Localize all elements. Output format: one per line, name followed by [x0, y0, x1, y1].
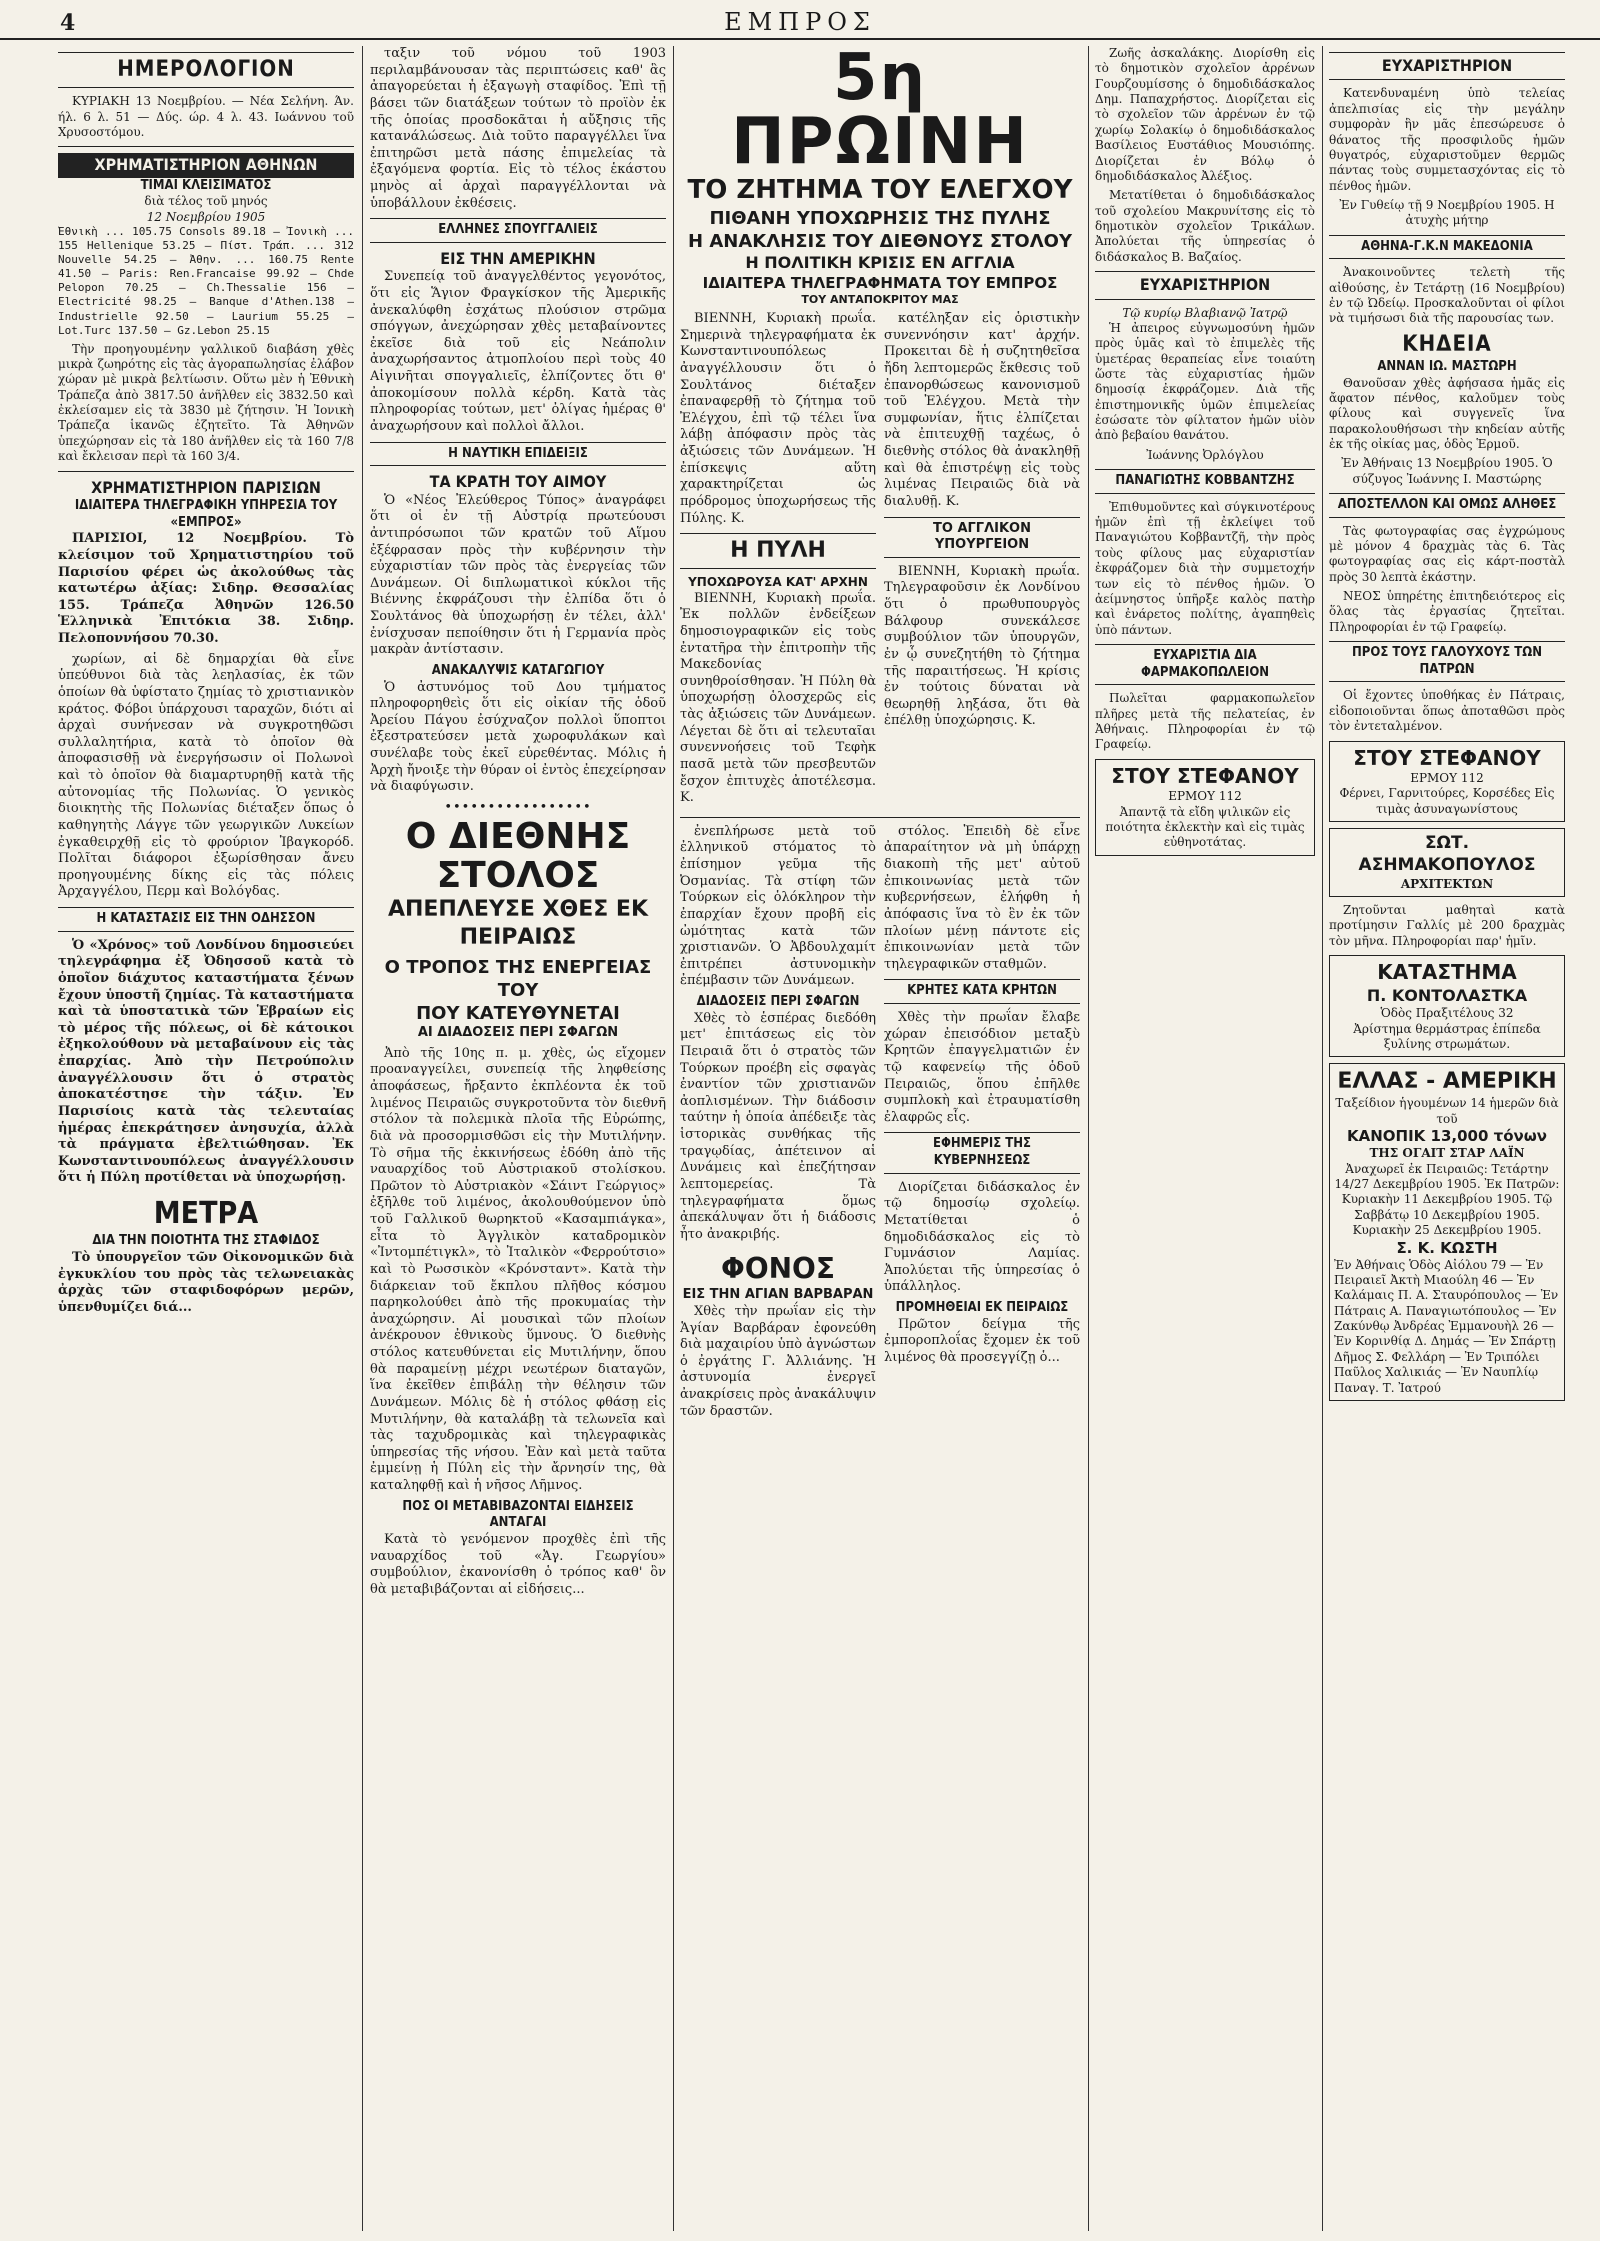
- kovvantzis-heading: ΠΑΝΑΓΙΩΤΗΣ ΚΟΒΒΑΝΤΖΗΣ: [1095, 469, 1315, 494]
- col4-top-2: Μετατίθεται ὁ δημοδιδάσκαλος τοῦ σχολείου Μακρυνίτσης εἰς τὸ δημοτικὸν σχολεῖον Τρικάλων. Ἀπολύεται τῆς ὑπηρεσίας ὁ διδάσκαλος Β. Βαζαίος.: [1095, 188, 1315, 264]
- heading-news-transfer-b: ΑΝΤΑΓΑΙ: [489, 1515, 547, 1531]
- agreement-body: κατέληξαν εἰς ὁριστικὴν συνεννόησιν κατ' ἀρχήν. Προκειται δὲ ἡ συζητηθεῖσα ἤδη λεπτομερῶς ἔκθεσις τοῦ ἐπανορθώσεως κανονισμοῦ τοῦ Ἐλέγχου. Μετὰ τὴν συμφωνίαν, ἥτις ἐλπίζεται νὰ ἐπιτευχθῇ ταχέως, ὁ διεθνὴς στόλος θὰ ἀνακληθῇ καὶ θὰ ἐπιστρέψῃ εἰς τοὺς λιμένας Πειραιῶς διὰ νὰ διαλυθῇ. Κ.: [884, 311, 1080, 509]
- col4-top: Ζωῆς ἀσκαλάκης. Διορίσθη εἰς τὸ δημοτικὸν σχολεῖον ἀρρένων Γουρζουμίσσης ὁ δημοδιδάσκαλος Δημ. Παπαχρήστος. Διορίζεται εἰς τὸ σχολεῖον τῶν ἀρρένων ἐν τῷ χωρίῳ Σολακίῳ ὁ δημοδιδάσκαλος Βασίλειος Ευστάθιος Μουσιόπης. Διορίζεται ἐν Βόλῳ ὁ δημοδιδάσκαλος Ἀλέξιος.: [1095, 46, 1315, 183]
- stefanou-ad-1-title: ΣΤΟΥ ΣΤΕΦΑΝΟΥ: [1111, 763, 1299, 788]
- masthead: [0, 8, 1600, 40]
- column-2: ταξιν τοῦ νόμου τοῦ 1903 περιλαμβάνουσαν τὰς περιπτώσεις καθ' ἃς ἀπαγορεύεται ἡ ἐξαγωγὴ σταφίδος. Ἐπὶ τῇ βάσει τῶν διατάξεων τούτων τὸ προϊὸν ἐκ τῆς ὁποίας προσδοκᾶται ἡ αὔξησις τῆς κατανάλώσεως. Διὰ τοῦτο παραγγέλλει ἵνα ἐπιτηρῶσι μετὰ πάσης ἐπιμελείας τὰ ἐξαγόμενα φορτία. Εἰς τὸ τέλος ἑκάστου μηνὸς αἱ ἀρχαὶ παραγγέλλονται νὰ ὑποβάλλουν ἐκθέσεις. ΕΛΛΗΝΕΣ ΣΠΟΥΓΓΑΛΙΕΙΣ ΕΙΣ ΤΗΝ ΑΜΕΡΙΚΗΝ Συνεπείᾳ τοῦ ἀναγγελθέντος γεγονότος, ὅτι εἰς Ἅγιον Φραγκίσκον τῆς Ἀμερικῆς ἀνεκαλύφθη ἐσχάτως πλούσιον στρῶμα σπόγγων, ἀνεχώρησαν χθὲς μεταβαίνοντες ἐκεῖσε διὰ τοῦ εἰς Νεάπολιν ἀναχωρήσαντος ἀτμοπλοίου περὶ τοὺς 40 Αἰγινῆται σπογγαλιεῖς, ἐλπίζοντες ὅτι θ' ἀποκομίσουν πολλὰ κέρδη. Κατὰ τὰς πληροφορίας τούτων, μετ' ὀλίγας ἡμέρας θ' ἀναχωρήσουν καὶ πολλοὶ ἄλλοι. Η ΝΑΥΤΙΚΗ ΕΠΙΔΕΙΞΙΣ ΤΑ ΚΡΑΤΗ ΤΟΥ ΑΙΜΟΥ Ὁ «Νέος Ἐλεύθερος Τύπος» ἀναγράφει ὅτι οἱ ἐν τῇ Αὐστρίᾳ πρωτεύουσι ἀντιπρόσωποι τῶν κρατῶν τοῦ Αἵμου ἐξέφρασαν πρὸς τὴν κυβέρνησιν τὴν εὐχαριστίαν τῶν πρὸς τὰς ἐνεργείας τῶν Δυνάμεων. Οἱ διπλωματικοὶ κύκλοι τῆς Βιέννης ἐκφράζουσι τὴν ἐλπίδα ὅτι ὁ Σουλτάνος θὰ ὑποχωρήσῃ ἐν τέλει, ἀλλ' ἐνίσχυσαν πεποίθησιν ὅτι ἡ Γερμανία πρὸς μακρὰν ἀντίστασιν. ΑΝΑΚΑΛΥΨΙΣ ΚΑΤΑΓΩΓΙΟΥ Ὁ ἀστυνόμος τοῦ Δου τμήματος πληροφορηθεὶς ὅτι εἰς οἰκίαν τῆς ὁδοῦ Ἀρείου Πάγου ἐσύχναζον πολλοὶ ὕποπτοι ἐξεστρατεύσεν μετὰ χωροφυλάκων καὶ συνέλαβε τοὺς ἐκεῖ εὑρεθέντας. Μόλις ἡ Ἀρχὴ ἤνοιξε τὴν θύραν οἱ ἐντὸς ἐπεχείρησαν νὰ διαφύγωσιν. ••••••••••••••••• Ο ΔΙΕΘΝΗΣ ΣΤΟΛΟΣ ΑΠΕΠΛΕΥΣΕ ΧΘΕΣ ΕΚ ΠΕΙΡΑΙΩΣ Ο ΤΡΟΠΟΣ ΤΗΣ ΕΝΕΡΓΕΙΑΣ ΤΟΥ ΠΟΥ ΚΑΤΕΥΘΥΝΕΤΑΙ ΑΙ ΔΙΑΔΟΣΕΙΣ ΠΕΡΙ ΣΦΑΓΩΝ Ἀπὸ τῆς 10ης π. μ. χθὲς, ὡς εἴχομεν προαναγγείλει, συνεπείᾳ τῆς ληφθείσης ἀποφάσεως, ἤρξαντο ἐκπλέοντα ἐκ τοῦ λιμένος Πειραιῶς συγκροτοῦντα τὸν διεθνῆ στόλον τὰ πολεμικὰ πλοῖα τῆς Εὐρώπης, διὰ νὰ προσορμισθῶσι εἰς τὴν Μυτιλήνην. Τὸ σῆμα τῆς ἐκκινήσεως ἐδόθη ἀπὸ τῆς ναυαρχίδος τοῦ Αὐστριακοῦ στολίσκου. Πρῶτον τὸ Αὐστριακὸν «Σάιντ Γεώργιος» ἐξῆλθε τοῦ λιμένος, ἀκολουθούμενον ὑπὸ τοῦ Γαλλικοῦ θωρηκτοῦ «Κασαμπιάγκα», εἶτα τὸ Ἀγγλικὸν καταδρομικὸν «Ἰντομπέτιγκλ», τὸ Ἰταλικὸν «Φερρούτσιο» καὶ τὸ Ρωσσικὸν «Κρόνσταντ». Κατὰ τὴν διάρκειαν τοῦ ἔκπλου πλῆθος κόσμου παρηκολούθει ἀπὸ τῆς προκυμαίας τὴν ἀναχώρησιν. Αἱ μουσικαὶ τῶν πλοίων ἀνέκρουον ἐθνικοὺς ὕμνους. Ὁ διεθνὴς στόλος κατευθύνεται εἰς Μυτιλήνην, ὅπου θὰ παραμείνῃ μέχρι νεωτέρων διαταγῶν, ἵνα ἐκεῖθεν ἐπιβάλῃ τὴν θέλησιν τῶν Δυνάμεων. Μόλις δὲ ἡ στόλος φθάσῃ εἰς Μυτιλήνην, θὰ καταλάβῃ τὰ τελωνεῖα καὶ τὰς ταχυδρομικὰς καὶ τηλεγραφικὰς ὑπηρεσίας τῆς νήσου. Ἐὰν καὶ μετὰ ταῦτα ἐμμείνῃ ἡ Πύλη εἰς τὴν ἄρνησίν της, θὰ καταληφθῇ καὶ ἡ νῆσος Λῆμνος. ΠΟΣ ΟΙ ΜΕΤΑΒΙΒΑΖΟΝΤΑΙ ΕΙΔΗΣΕΙΣ ΑΝΤΑΓΑΙ Κατὰ τὸ γενόμενον προχθὲς ἐπὶ τῆς ναυαρχίδος τοῦ «Ἁγ. Γεωργίου» συμβούλιον, ἐκανονίσθη ὁ τρόπος καθ' ὃν θὰ μεταβιβάζονται αἱ εἰδήσεις...: [370, 46, 666, 1597]
- architect-ad: [1329, 828, 1565, 897]
- stefanou-ad-2-title: ΣΤΟΥ ΣΤΕΦΑΝΟΥ: [1353, 745, 1541, 770]
- finance-date: 12 Νοεμβρίου 1905: [146, 209, 266, 224]
- fleet-recall-heading: Η ΑΝΑΚΛΗΣΙΣ ΤΟΥ ΔΙΕΘΝΟΥΣ ΣΤΟΛΟΥ: [688, 231, 1072, 253]
- finance-title: ΧΡΗΜΑΤΙΣΤΗΡΙΟΝ ΑΘΗΝΩΝ: [58, 153, 354, 177]
- pharmacy-heading: ΕΥΧΑΡΙΣΤΙΑ ΔΙΑ ΦΑΡΜΑΚΟΠΩΛΕΙΟΝ: [1095, 644, 1315, 685]
- column-3: [680, 46, 1080, 2231]
- architect-title: ΑΡΧΙΤΕΚΤΩΝ: [1400, 876, 1494, 891]
- porte-heading: ΠΙΘΑΝΗ ΥΠΟΧΩΡΗΣΙΣ ΤΗΣ ΠΥΛΗΣ: [709, 208, 1051, 230]
- store-text: Ἀρίστημα θερμάστρας ἐπίπεδα ξυλίνης στρωμάτων.: [1353, 1021, 1541, 1051]
- heading-sponge: ΕΛΛΗΝΕΣ ΣΠΟΥΓΓΑΛΙΕΙΣ: [370, 218, 666, 243]
- stefanou-ad-1-address: ΕΡΜΟΥ 112: [1168, 789, 1242, 804]
- calendar-title: ΗΜΕΡΟΛΟΓΙΟΝ: [58, 52, 354, 88]
- shipping-line: ΤΗΣ ΟΓΑΙΤ ΣΤΑΡ ΛΑΪΝ: [1369, 1146, 1525, 1161]
- metra-sub: ΔΙΑ ΤΗΝ ΠΟΙΟΤΗΤΑ ΤΗΣ ΣΤΑΦΙΔΟΣ: [92, 1233, 320, 1249]
- patras-heading: ΠΡΟΣ ΤΟΥΣ ΓΑΛΟΥΧΟΥΣ ΤΩΝ ΠΑΤΡΩΝ: [1329, 641, 1565, 682]
- paris-body: ΠΑΡΙΣΙΟΙ, 12 Νοεμβρίου. Τὸ κλείσιμον τοῦ Χρηματιστηρίου τοῦ Παρισίου φέρει ὡς ἀκολούθως τὰς κατωτέρω ἀξίας: Σιδηρ. Θεσσαλίας 155. Τράπεζα Ἀθηνῶν 126.50 Ἑλληνικὰ Ἐπιτόκια 38. Σιδηρ. Πελοποννήσου 70.30.: [58, 531, 354, 647]
- column-1: [58, 46, 354, 2231]
- column-5: [1329, 46, 1565, 2231]
- paris-title: ΧΡΗΜΑΤΙΣΤΗΡΙΟΝ ΠΑΡΙΣΙΩΝ: [91, 477, 321, 497]
- english-ministry-title: ΤΟ ΑΓΓΛΙΚΟΝ ΥΠΟΥΡΓΕΙΟΝ: [884, 517, 1080, 558]
- stefanou-ad-1: [1095, 759, 1315, 856]
- store-title: ΚΑΤΑΣΤΗΜΑ: [1377, 960, 1517, 985]
- funeral-heading: ΚΗΔΕΙΑ: [1402, 331, 1492, 357]
- murder-body: Χθὲς τὴν πρωΐαν εἰς τὴν Ἁγίαν Βαρβάραν ἐφονεύθη διὰ μαχαιρίου ὑπὸ ἀγνώστων ὁ ἐργάτης Γ. Ἀλλιάνης. Ἡ ἀστυνομία ἐνεργεῖ ἀνακρίσεις πρὸς ἀνακάλυψιν τῶν δραστῶν.: [680, 1303, 876, 1419]
- funeral-body: Θανοῦσαν χθὲς ἀφήσασα ἡμᾶς εἰς ἄφατον πένθος, καλοῦμεν τοὺς φίλους καὶ συγγενεῖς ἵνα παρακολουθήσωσι τὴν κηδείαν αὐτῆς ἐκ τῆς οἰκίας μας, ὁδὸς Ἑρμοῦ.: [1329, 375, 1565, 451]
- patras-body: Οἱ ἔχοντες ὑποθήκας ἐν Πάτραις, εἰδοποιοῦνται ὅπως ἀποταθῶσι πρὸς τὸν ἐντεταλμένον.: [1329, 688, 1565, 734]
- odessa-title: Η ΚΑΤΑΣΤΑΣΙΣ ΕΙΣ ΤΗΝ ΟΔΗΣΣΟΝ: [58, 907, 354, 932]
- supplies-heading: ΠΡΟΜΗΘΕΙΑΙ ΕΚ ΠΕΙΡΑΙΩΣ: [895, 1300, 1069, 1316]
- col2-body-top: ταξιν τοῦ νόμου τοῦ 1903 περιλαμβάνουσαν τὰς περιπτώσεις καθ' ἃς ἀπαγορεύεται ἡ ἐξαγωγὴ σταφίδος. Ἐπὶ τῇ βάσει τῶν διατάξεων τούτων τὸ προϊὸν ἐκ τῆς ὁποίας προσδοκᾶται ἡ αὔξησις τῆς κατανάλώσεως. Διὰ τοῦτο παραγγέλλει ἵνα ἐπιτηρῶσι μετὰ πάσης ἐπιμελείας τὰ ἐξαγόμενα φορτία. Εἰς τὸ τέλος ἑκάστου μηνὸς αἱ ἀρχαὶ παραγγέλλονται νὰ ὑποβάλλουν ἐκθέσεις.: [370, 46, 666, 211]
- stefanou-ad-2: [1329, 741, 1565, 823]
- vienna-telegram-1: ΒΙΕΝΝΗ, Κυριακὴ πρωΐα. Σημερινὰ τηλεγραφήματα ἐκ Κωνσταντινουπόλεως ἀναγγέλλουσιν ὅτι ὁ Σουλτάνος διέταξεν ἐπαναφερθῇ τὸ ζήτημα τοῦ Ἐλέγχου, ἐπὶ τῷ τέλει ἵνα λάβῃ ἀπόφασιν πρὸς τὰς ἀξιώσεις τῶν Δυνάμεων. Ἡ ἐπίσκεψις αὕτη χαρακτηρίζεται ὡς πρόδρομος ὑποχωρήσεως τῆς Πύλης. Κ.: [680, 311, 876, 526]
- funeral-name: ΑΝΝΑΝ ΙΩ. ΜΑΣΤΩΡΗ: [1377, 358, 1517, 374]
- shipping-ad: [1329, 1063, 1565, 1401]
- odessa-body: Ὁ «Χρόνος» τοῦ Λονδίνου δημοσιεύει τηλεγράφημα ἐξ Ὀδησσοῦ κατὰ τὸ ὁποῖον διάχυτος καταστήματα ξένων ἔχουν ὑποστῆ ζημίας. Τὰ καταστήματα καὶ τὰ ὑποστατικὰ τῶν Ἑβραίων εἰς τὸ μέρος τῆς πόλεως, οἱ δὲ κάτοικοι ἐξηκολούθουν νὰ μεταβαίνουν εἰς τὰς ἐπαρχίας. Ἀπὸ τὴν Πετρούπολιν ἀναγγέλλουσιν ὅτι ὁ στρατὸς ἀποκατέστησε τὴν τάξιν. Ἐν Παρισίοις κατὰ τὰς τελευταίας ἡμέρας ἐπεκράτησεν ἀνησυχία, ἀλλὰ τὰ πράγματα ἐβελτιώθησαν. Ἐκ Κωνσταντινουπόλεως ἀναγγέλλουσιν ὅτι ἡ Πύλη προτίθεται νὰ ὑποχωρήσῃ.: [58, 937, 354, 1186]
- store-address: Ὁδὸς Πραξιτέλους 32: [1380, 1006, 1514, 1021]
- sponge-body: Συνεπείᾳ τοῦ ἀναγγελθέντος γεγονότος, ὅτι εἰς Ἅγιον Φραγκίσκον τῆς Ἀμερικῆς ἀνεκαλύφθη ἐσχάτως πλούσιον στρῶμα σπόγγων, ἀνεχώρησαν χθὲς μεταβαίνοντες ἐκεῖσε διὰ τοῦ εἰς Νεάπολιν ἀναχωρήσαντος ἀτμοπλοίου περὶ τοὺς 40 Αἰγινῆται σπογγαλιεῖς, ἐλπίζοντες ὅτι θ' ἀποκομίσουν πολλὰ κέρδη. Κατὰ τὰς πληροφορίας τούτων, μετ' ὀλίγας ἡμέρας θ' ἀναχωρήσουν καὶ πολλοὶ ἄλλοι.: [370, 269, 666, 434]
- control-heading: ΤΟ ΖΗΤΗΜΑ ΤΟΥ ΕΛΕΓΧΟΥ: [687, 175, 1073, 205]
- shipping-sub: Ταξείδιον ἡγουμένων 14 ἡμερῶν διὰ τοῦ: [1335, 1096, 1559, 1126]
- news-transfer-body: Κατὰ τὸ γενόμενον προχθὲς ἐπὶ τῆς ναυαρχίδος τοῦ «Ἁγ. Γεωργίου» συμβούλιον, ἐκανονίσθη ὁ τρόπος καθ' ὃν θὰ μεταβιβάζονται αἱ εἰδήσεις...: [370, 1531, 666, 1597]
- col1-body: χωρίων, αἱ δὲ δημαρχίαι θὰ εἶνε ὑπεύθυνοι διὰ τὰς λεηλασίας, ἐκ τῶν ὁποίων θὰ ὑφίστατο ζημίας τὸ χριστιανικὸν κράτος. Φόβοι ὑπάρχουσι ταραχῶν, διότι αἱ ἀρχαὶ συνήνεσαν νὰ συγκροτηθῶσι συλλαλητήρια, κατὰ τὸ ὁποῖον θὰ ἀποφασισθῇ νὰ ἐνεργήσωσιν οἱ Πολωνοὶ καὶ τὸ ὁποῖον θὰ διαμαρτυρηθῇ κατὰ τῆς αὐτονομίας τῆς Πολωνίας. Ὁ γενικὸς διοικητὴς τῆς Πολωνίας διέταξεν ὅπως ὁ καθηγητὴς Λάγγε τῶν γεωργικῶν Λυκείων ἐγκαθειρχθῇ εἰς τὸ φρούριον Ἰβαγκορόδ. Πολῖται διάφοροι ἐξωρίσθησαν ἄνευ προηγουμένης δίκης εἰς τὰς πόλεις Ἀρχαγγέλου, Περμ καὶ Βολόγδας.: [58, 651, 354, 900]
- thanks2-body: Κατενδυναμένη ὑπὸ τελείας ἀπελπισίας εἰς τὴν μεγάλην συμφορὰν ἣν μᾶς ἐπεσώρευσε ὁ θάνατος τῆς προσφιλοῦς ἡμῶν θυγατρός, εὐχαριστοῦμεν θερμῶς πάντας τοὺς συμμετασχόντας εἰς τὸ πένθος ἡμῶν.: [1329, 86, 1565, 193]
- finance-sub2: διὰ τέλος τοῦ μηνός: [144, 194, 268, 209]
- page-number: 4: [60, 10, 76, 36]
- stefanou-ad-1-text: Ἀπαντᾷ τὰ εἴδη ψιλικῶν εἰς ποιότητα ἐκλεκτὴν καὶ εἰς τιμὰς εὐθηνοτάτας.: [1105, 804, 1305, 850]
- athena-heading: ΑΘΗΝΑ-Γ.Κ.Ν ΜΑΚΕΔΟΝΙΑ: [1329, 235, 1565, 260]
- column-4: [1095, 46, 1315, 2231]
- metra-title: ΜΕΤΡΑ: [153, 1196, 259, 1232]
- servant-body: ΝΕΟΣ ὑπηρέτης ἐπιτηδειότερος εἰς ὅλας τὰς ἐργασίας ζητεῖται. Πληροφορίαι ἐν τῷ Γραφείῳ.: [1329, 589, 1565, 634]
- pharmacy-body: Πωλεῖται φαρμακοπωλεῖον πλῆρες μετὰ τῆς πελατείας, ἐν Ἀθήναις. Πληροφορίαι ἐν τῷ Γραφείῳ.: [1095, 691, 1315, 752]
- architect-name: ΣΩΤ. ΑΣΗΜΑΚΟΠΟΥΛΟΣ: [1358, 833, 1536, 875]
- fleet-body: Ἀπὸ τῆς 10ης π. μ. χθὲς, ὡς εἴχομεν προαναγγείλει, συνεπείᾳ τῆς ληφθείσης ἀποφάσεως, ἤρξαντο ἐκπλέοντα ἐκ τοῦ λιμένος Πειραιῶς συγκροτοῦντα τὸν διεθνῆ στόλον τὰ πολεμικὰ πλοῖα τῆς Εὐρώπης, διὰ νὰ προσορμισθῶσι εἰς τὴν Μυτιλήνην. Τὸ σῆμα τῆς ἐκκινήσεως ἐδόθη ἀπὸ τῆς ναυαρχίδος τοῦ Αὐστριακοῦ στολίσκου. Πρῶτον τὸ Αὐστριακὸν «Σάιντ Γεώργιος» ἐξῆλθε τοῦ λιμένος, ἀκολουθούμενον ὑπὸ τοῦ Γαλλικοῦ θωρηκτοῦ «Κασαμπιάγκα», εἶτα τὸ Ἀγγλικὸν καταδρομικὸν «Ἰντομπέτιγκλ», τὸ Ἰταλικὸν «Φερρούτσιο» καὶ τὸ Ρωσσικὸν «Κρόνσταντ». Κατὰ τὴν διάρκειαν τοῦ ἔκπλου πλῆθος κόσμου παρηκολούθει ἀπὸ τῆς προκυμαίας τὴν ἀναχώρησιν. Αἱ μουσικαὶ τῶν πλοίων ἀνέκρουον ἐθνικοὺς ὕμνους. Ὁ διεθνὴς στόλος κατευθύνεται εἰς Μυτιλήνην, ὅπου θὰ παραμείνῃ μέχρι νεωτέρων διαταγῶν, ἵνα ἐκεῖθεν ἐπιβάλῃ τὴν θέλησιν τῶν Δυνάμεων. Μόλις δὲ ἡ στόλος φθάσῃ εἰς Μυτιλήνην, θὰ καταλάβῃ τὰ τελωνεῖα καὶ τὰς ταχυδρομικὰς καὶ τηλεγραφικὰς ὑπηρεσίας τῆς νήσου. Ἐὰν καὶ μετὰ ταῦτα ἐμμείνῃ ἡ Πύλη εἰς τὴν ἄρνησίν της, θὰ καταληφθῇ καὶ ἡ νῆσος Λῆμνος.: [370, 1045, 666, 1494]
- thanks-body: Ἡ ἀπειρος εὐγνωμοσύνη ἡμῶν πρὸς ὑμᾶς καὶ τὸ ἐπιμελὲς τῆς ὑμετέρας θεραπείας εἶνε τοιαύτη ὥστε τὰς εὐχαριστίας ἡμῶν δημοσίᾳ ἐκφράζομεν. Διὰ τῆς ἐπιστημονικῆς ὑμῶν ἐπιμελείας ἐσώσατε τὸν φίλτατον ἡμῶν υἱὸν ἀπὸ βεβαίου θανάτου.: [1095, 320, 1315, 443]
- fleet-sub-2: ΠΟΥ ΚΑΤΕΥΘΥΝΕΤΑΙ: [416, 1003, 620, 1025]
- calendar-text: ΚΥΡΙΑΚΗ 13 Νοεμβρίου. — Νέα Σελήνη. Άν. ήλ. 6 λ. 51 — Δύς. ώρ. 4 λ. 43. Ιωάννου τοῦ Χρυσοστόμου.: [58, 94, 354, 139]
- athena-body: Ἀνακοινοῦντες τελετὴ τῆς αἰθούσης, ἐν Τετάρτῃ (16 Νοεμβρίου) ἐν τῷ Ὠδείῳ. Προσκαλοῦνται οἱ φίλοι νὰ τιμήσωσι διὰ τῆς παρουσίας των.: [1329, 265, 1565, 326]
- funeral-sign: Ἐν Ἀθήναις 13 Νοεμβρίου 1905. Ὁ σύζυγος Ἰωάννης Ι. Μαστώρης: [1341, 456, 1553, 486]
- heading-sponge-b: ΕΙΣ ΤΗΝ ΑΜΕΡΙΚΗΝ: [440, 248, 596, 268]
- english-ministry-body: ΒΙΕΝΝΗ, Κυριακὴ πρωΐα. Τηλεγραφοῦσιν ἐκ Λονδίνου ὅτι ὁ πρωθυπουργὸς Βάλφουρ συνεκάλεσε συμβούλιον τῶν ὑπουργῶν, ἐν ᾧ συνεζητήθη τὸ ζήτημα τῆς παραιτήσεως. Ἡ κρίσις ἐν τούτοις δύναται νὰ θεωρηθῇ ληξάσα, ὅτι θὰ ἐπέλθῃ ὑποχώρησις. Κ.: [884, 563, 1080, 729]
- discovery-body: Ὁ ἀστυνόμος τοῦ Δου τμήματος πληροφορηθεὶς ὅτι εἰς οἰκίαν τῆς ὁδοῦ Ἀρείου Πάγου ἐσύχναζον πολλοὶ ὕποπτοι ἐξεστρατεύσεν μετὰ χωροφυλάκων καὶ συνέλαβε τοὺς ἐκεῖ εὑρεθέντας. Μόλις ἡ Ἀρχὴ ἤνοιξε τὴν θύραν οἱ ἐντὸς ἐπεχείρησαν νὰ διαφύγωσιν.: [370, 679, 666, 795]
- kovvantzis-body: Ἐπιθυμοῦντες καὶ σύγκινοτέρους ἡμῶν ἐπὶ τῇ ἐκλείψει τοῦ Παναγιώτου Κοββαντζῆ, τὴν πρὸς τοὺς φίλους μας εὐχαριστίαν ἐκφράζομεν διὰ τὴν συμμετοχήν των εἰς τὸ πένθος ἡμῶν. Ὁ ἀείμνηστος ὑπῆρξε καλὸς πατὴρ καὶ ἐνάρετος πολίτης, ἀγαπηθεὶς ὑπὸ πάντων.: [1095, 499, 1315, 637]
- crisis-heading: Η ΠΟΛΙΤΙΚΗ ΚΡΙΣΙΣ ΕΝ ΑΓΓΛΙΑ: [745, 253, 1015, 273]
- heading-naval: Η ΝΑΥΤΙΚΗ ΕΠΙΔΕΙΞΙΣ: [370, 442, 666, 467]
- students-body: Ζητοῦνται μαθηταὶ κατὰ προτίμησιν Γαλλίς μὲ 200 δραχμὰς τὸν μῆνα. Πληροφορίαι παρ' ἡμῖν.: [1329, 903, 1565, 948]
- massacre-heading: ΔΙΑΔΟΣΕΙΣ ΠΕΡΙ ΣΦΑΓΩΝ: [696, 994, 860, 1010]
- thanks-heading: ΕΥΧΑΡΙΣΤΗΡΙΟΝ: [1095, 271, 1315, 299]
- correspondent-heading: ΤΟΥ ΑΝΤΑΠΟΚΡΙΤΟΥ ΜΑΣ: [801, 292, 959, 306]
- edition-banner: 5η ΠΡΩΙΝΗ: [731, 46, 1029, 179]
- porte-sub: ΥΠΟΧΩΡΟΥΣΑ ΚΑΤ' ΑΡΧΗΝ: [688, 575, 868, 590]
- finance-body: Τὴν προηγουμένην γαλλικοῦ διαβάση χθὲς μικρὰ ζωηρότης εἰς τὰς ἀγοραπωλησίας ἐλάβον χώραν μὲ μικρὰ βελτίωσιν. Οὕτω μὲν ἡ Ἐθνικὴ Τράπεζα ἀπὸ 3817.50 ἀνῆλθεν εἰς 3832.50 καὶ ἐκλείσαμεν εἰς τὰ 3830 μὲ ζήτησιν. Ἡ Ἰονικὴ Τράπεζα ἱκανῶς ἐζητεῖτο. Τὰ Ἀθηνῶν ὑπεχώρησαν εἰς τὰ 180 ἀνῆλθεν εἰς τὰ 160 7/8 καὶ ἔκλεισαν περὶ τὰ 160 3/4.: [58, 341, 354, 464]
- heading-news-transfer: ΠΟΣ ΟΙ ΜΕΤΑΒΙΒΑΖΟΝΤΑΙ ΕΙΔΗΣΕΙΣ: [402, 1498, 634, 1514]
- thanks-sign: Ἰωάννης Ὀρλόγλου: [1146, 447, 1264, 462]
- bottom-left-body: ἐνεπλήρωσε μετὰ τοῦ ἐλληνικοῦ στόματος τὸ ἐπίσημον γεῦμα τῆς Ὀσμανίας. Τὰ στίφη τῶν Τούρκων εἰς ὁλόκληρον τὴν ἐπαρχίαν ἔχουν προβῆ εἰς ὠμότητας κατὰ τῶν χριστιανῶν. Ὁ Ἀβδουλχαμίτ ἐπιτρέπει ἀστυνομικὴν ἐπέμβασιν τῶν Δυνάμεων.: [680, 823, 876, 989]
- naval-body: Ὁ «Νέος Ἐλεύθερος Τύπος» ἀναγράφει ὅτι οἱ ἐν τῇ Αὐστρίᾳ πρωτεύουσι ἀντιπρόσωποι τῶν κρατῶν τοῦ Αἵμου ἐξέφρασαν πρὸς τὴν κυβέρνησιν τὴν εὐχαριστίαν τῶν πρὸς τὰς ἐνεργείας τῶν Δυνάμεων. Οἱ διπλωματικοὶ κύκλοι τῆς Βιέννης ἐκφράζουσι τὴν ἐλπίδα ὅτι ὁ Σουλτάνος θὰ ὑποχωρήσῃ ἐν τέλει, ἀλλ' ἐνίσχυσαν πεποίθησιν ὅτι ἡ Γερμανία πρὸς μακρὰν ἀντίστασιν.: [370, 492, 666, 658]
- unbelievable-heading: ΑΠΟΣΤΕΛΛΟΝ ΚΑΙ ΟΜΩΣ ΑΛΗΘΕΣ: [1329, 493, 1565, 518]
- fleet-title-2: ΑΠΕΠΛΕΥΣΕ ΧΘΕΣ ΕΚ ΠΕΙΡΑΙΩΣ: [387, 896, 649, 950]
- thanks2-heading: ΕΥΧΑΡΙΣΤΗΡΙΟΝ: [1329, 52, 1565, 80]
- vienna-telegram-2: ΒΙΕΝΝΗ, Κυριακὴ πρωΐα. Ἐκ πολλῶν ἐνδείξεων δημοσιογραφικῶν εἰς τοὺς ἐντατῆρα τὴν ἐπιτροπὴν τῆς Μακεδονίας συνηθροίσθησαν. Ἡ Πύλη θὰ ὑποχωρήσῃ ὁλοσχερῶς εἰς τὰς ἀξιώσεις τῶν Δυνάμεων. Λέγεται δὲ ὅτι αἱ τελευταῖαι συνεννοήσεις τοῦ Τεφὴκ πασᾶ μετὰ τῶν πρεσβευτῶν ἔσχον ἐπιτυχὲς ἀποτέλεσμα. Κ.: [680, 590, 876, 806]
- heading-naval-b: ΤΑ ΚΡΑΤΗ ΤΟΥ ΑΙΜΟΥ: [429, 472, 607, 492]
- fleet-title: Ο ΔΙΕΘΝΗΣ ΣΤΟΛΟΣ: [405, 815, 631, 897]
- cretans-body: Χθὲς τὴν πρωΐαν ἔλαβε χώραν ἐπεισόδιον μεταξὺ Κρητῶν ἐπαγγελματιῶν ἐν τῷ καφενείῳ τῆς ὁδοῦ Πειραιῶς, ὅπου ἐπῆλθε συμπλοκὴ καὶ ἐτραυματίσθη ἐλαφρῶς εἷς.: [884, 1010, 1080, 1125]
- fleet-sub-3: ΑΙ ΔΙΑΔΟΣΕΙΣ ΠΕΡΙ ΣΦΑΓΩΝ: [417, 1025, 619, 1041]
- shipping-agent: Σ. Κ. ΚΩΣΤΗ: [1396, 1238, 1498, 1257]
- cretans-heading: ΚΡΗΤΕΣ ΚΑΤΑ ΚΡΗΤΩΝ: [884, 979, 1080, 1004]
- bottom-right-body: στόλος. Ἐπειδὴ δὲ εἶνε ἀπαραίτητον νὰ μὴ ὑπάρχῃ διακοπὴ τῆς μετ' αὐτοῦ ἐπικοινωνίας μετὰ τῶν κυβερνήσεων, ἐλήφθη ἡ ἀπόφασις ἵνα τὸ ἓν ἐκ τῶν πλοίων μένῃ πάντοτε εἰς ἐπικοινωνίαν μετὰ τῶν τηλεγραφικῶν σταθμῶν.: [884, 823, 1080, 972]
- unbelievable-body: Τὰς φωτογραφίας σας ἐγχρώμους μὲ μόνον 4 δραχμὰς τὰς 6. Τὰς φωτογραφίας σας εἰς κάρτ-ποστὰλ πρὸς 30 λεπτὰ ἑκάστην.: [1329, 523, 1565, 584]
- stefanou-ad-2-address: ΕΡΜΟΥ 112: [1410, 771, 1484, 786]
- thanks2-sign: Ἐν Γυθείῳ τῇ 9 Νοεμβρίου 1905. Η ἀτυχὴς μήτηρ: [1339, 197, 1555, 228]
- porte-title: Η ΠΥΛΗ: [680, 533, 876, 569]
- fleet-sub: Ο ΤΡΟΠΟΣ ΤΗΣ ΕΝΕΡΓΕΙΑΣ ΤΟΥ: [384, 957, 652, 1002]
- shipping-title: ΕΛΛΑΣ - ΑΜΕΡΙΚΗ: [1337, 1069, 1557, 1095]
- store-ad: [1329, 955, 1565, 1057]
- shipping-schedule: Ἀναχωρεῖ ἐκ Πειραιῶς: Τετάρτην 14/27 Δεκεμβρίου 1905. Ἐκ Πατρῶν: Κυριακὴν 11 Δεκεμβρίου 1905. Τῷ Σαββάτῳ 10 Δεκεμβρίου 1905. Κυριακὴν 25 Δεκεμβρίου 1905.: [1334, 1161, 1560, 1238]
- massacre-body: Χθὲς τὸ ἑσπέρας διεδόθη μετ' ἐπιτάσεως εἰς τὸν Πειραιᾶ ὅτι ὁ στρατὸς τῶν Τούρκων προέβη εἰς σφαγὰς ἐναντίον τῶν χριστιανῶν ἀοπλισμένων. Τὴν διάδοσιν ταύτην ἡ ὁποία ἀπέδειξε τὰς ἱστορικὰς συνθήκας τῆς τραγῳδίας, ἀπέτεινον αἱ Δυνάμεις καὶ ἐπεζήτησαν λεπτομερείας. Τὰ τηλεγραφήματα ὅμως ἀπεκάλυψαν ὅτι ἡ διάδοσις ἦτο ἀνακριβής.: [680, 1010, 876, 1242]
- murder-title: ΦΟΝΟΣ: [721, 1252, 835, 1286]
- stefanou-ad-2-text: Φέρνει, Γαρνιτούρες, Κορσέδες Εἰς τιμὰς ἀσυναγωνίστους: [1339, 786, 1555, 816]
- thanks-sub: Τῷ κυρίῳ Βλαβιανῷ Ἰατρῷ: [1122, 305, 1288, 320]
- shipping-agents-list: Ἐν Ἀθήναις Ὁδὸς Αἰόλου 79 — Ἐν Πειραιεῖ Ἀκτὴ Μιαούλη 46 — Ἐν Καλάμαις Π. Α. Σταυρόπουλος — Ἐν Πάτραις Α. Παναγιωτόπουλος — Ἐν Ζακύνθῳ Ἀνδρέας Ἐμμανουὴλ 26 — Ἐν Κορινθίᾳ Δ. Δημάς — Ἐν Σπάρτῃ Δῆμος Σ. Φελλάρη — Ἐν Τριπόλει Παῦλος Χαλικιάς — Ἐν Ναυπλίῳ Παναγ. Τ. Ἰατρού: [1334, 1257, 1559, 1395]
- newspaper-title: ΕΜΠΡΟΣ: [724, 8, 876, 36]
- paris-sub: ΙΔΙΑΙΤΕΡΑ ΤΗΛΕΓΡΑΦΙΚΗ ΥΠΗΡΕΣΙΑ ΤΟΥ «ΕΜΠΡΟΣ»: [74, 498, 338, 530]
- finance-sub: ΤΙΜΑΙ ΚΛΕΙΣΙΜΑΤΟΣ: [140, 177, 272, 193]
- murder-sub: ΕΙΣ ΤΗΝ ΑΓΙΑΝ ΒΑΡΒΑΡΑΝ: [682, 1287, 874, 1303]
- supplies-body: Πρῶτον δείγμα τῆς ἐμποροπλοΐας ἔχομεν ἐκ τοῦ λιμένος θὰ προσεγγίζῃ ὁ...: [884, 1316, 1080, 1365]
- shipping-ship: ΚΑΝΟΠΙΚ 13,000 τόνων: [1347, 1127, 1547, 1146]
- finance-table: Ἐθνικὴ ... 105.75 Consols 89.18 — Ἰονικὴ ... 155 Hellenique 53.25 — Πίστ. Τράπ. ... 312 Nouvelle 54.25 — Ἀθην. ... 160.75 Rente 41.50 — Paris: Ren.Francaise 99.92 — Chde Pelopon 70.25 — Ch.Thessalie 156 — Electricité 98.25 — Banque d'Athen.138 — Industrielle 92.50 — Laurium 55.25 — Lot.Turc 137.50 — Gz.Lebon 25.15: [58, 225, 354, 337]
- metra-body: Τὸ ὑπουργεῖον τῶν Οἰκονομικῶν διὰ ἐγκυκλίου του πρὸς τὰς τελωνειακὰς ἀρχὰς τῶν σταφιδοφόρων μερῶν, ὑπενθυμίζει διά...: [58, 1250, 354, 1315]
- telegrams-heading: ΙΔΙΑΙΤΕΡΑ ΤΗΛΕΓΡΑΦΗΜΑΤΑ ΤΟΥ ΕΜΠΡΟΣ: [702, 273, 1058, 292]
- gazette-body: Διορίζεται διδάσκαλος ἐν τῷ δημοσίῳ σχολείῳ. Μετατίθεται ὁ δημοδιδάσκαλος εἰς τὸ Γυμνάσιον Λαμίας. Ἀπολύεται τῆς ὑπηρεσίας ὁ ὑπάλληλος.: [884, 1179, 1080, 1295]
- store-name: Π. ΚΟΝΤΟΛΑΣΤΚΑ: [1366, 985, 1528, 1005]
- heading-discovery: ΑΝΑΚΑΛΥΨΙΣ ΚΑΤΑΓΩΓΙΟΥ: [431, 662, 605, 678]
- gazette-heading: ΕΦΗΜΕΡΙΣ ΤΗΣ ΚΥΒΕΡΝΗΣΕΩΣ: [884, 1132, 1080, 1173]
